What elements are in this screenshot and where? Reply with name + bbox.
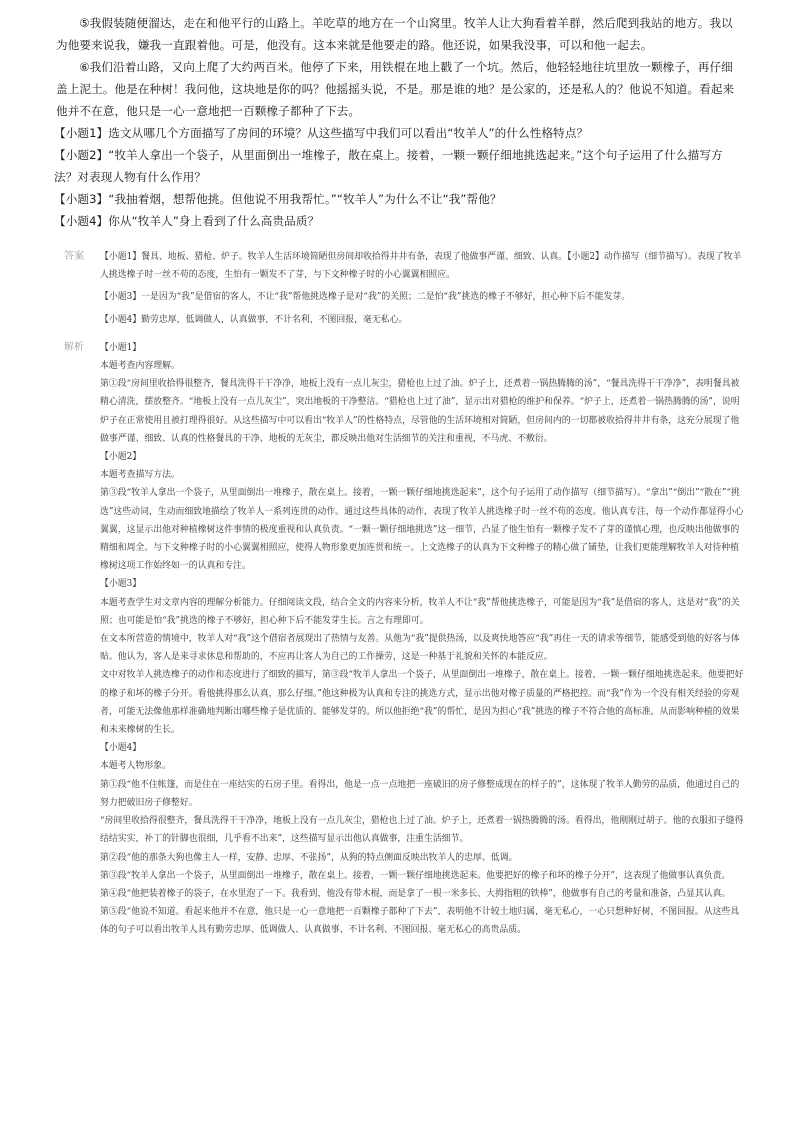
analysis-paragraph: 第②段“他的那条大狗也像主人一样，安静、忠厚、不张扬”，从狗的特点侧面反映出牧羊人的忠厚、低调。 — [100, 852, 518, 863]
analysis-topic-4: 本题考人物形象。 — [100, 761, 171, 772]
passage-paragraph-5: ⑤我假装随便溜达，走在和他平行的山路上。羊吃草的地方在一个山窝里。牧羊人让大狗看着羊群，然后爬到我站的地方。我以为他要来说我，嫌我一直跟着他。可是，他没有。这本来就是他要走的路。他还说，如果我没事，可以和他一起去。 — [56, 16, 733, 52]
analysis-topic-1: 本题考查内容理解。 — [100, 361, 180, 372]
analysis-topic-2: 本题考查描写方法。 — [100, 470, 180, 481]
analysis-heading-1: 【小题1】 — [100, 342, 142, 353]
analysis-paragraph: 在文本所营造的情境中，牧羊人对“我”这个借宿者展现出了热情与友善。从他为“我”提供热汤，以及爽快地答应“我”再住一天的请求等细节，能感受到他的好客与体贴。他认为，客人是来寻求休息和帮助的，不应再让客人为自己的工作操劳，这是一种基于礼貌和关怀的本能反应。 — [100, 634, 740, 663]
answer-line-3: 【小题3】一是因为“我”是借宿的客人，不让“我”帮他挑选橡子是对“我”的关照；二是怕“我”挑选的橡子不够好，担心种下后不能发芽。 — [100, 292, 631, 303]
analysis-section — [56, 339, 744, 940]
analysis-paragraph: 第③段“牧羊人拿出一个袋子，从里面倒出一堆橡子，散在桌上。接着，一颗一颗仔细地挑选起来。他要把好的橡子和坏的橡子分开”，这表现了他做事认真负责。 — [100, 870, 731, 881]
analysis-heading-2: 【小题2】 — [100, 452, 142, 463]
analysis-label: 解析 — [64, 341, 84, 353]
answer-section — [56, 248, 744, 329]
analysis-paragraph: 第⑤段“他说不知道。看起来他并不在意，他只是一心一意地把一百颗橡子都种了下去”，表明他不计较土地归属，毫无私心，一心只想种好树，不图回报。从这些具体的句子可以看出牧羊人具有勤劳忠厚、低调做人、认真做事、不计名利、不图回报、毫无私心的高贵品质。 — [100, 907, 740, 936]
analysis-paragraph: 第④段“他把装着橡子的袋子，在水里泡了一下。我看到，他没有带木棍，而是拿了一根一米多长、大拇指粗的铁棒”，他做事有自己的考量和准备，凸显其认真。 — [100, 888, 731, 899]
analysis-paragraph: 文中对牧羊人挑选橡子的动作和态度进行了细致的描写，第③段“牧羊人拿出一个袋子，从里面倒出一堆橡子，散在桌上。接着，一颗一颗仔细地挑选起来。他要把好的橡子和坏的橡子分开。看他挑得那么认真，那么仔细。”他这种极为认真和专注的挑选方式，显示出他对橡子质量的严格把控。而“我”作为一个没有相关经验的旁观者，可能无法像他那样准确地判断出哪些橡子是优质的、能够发芽的。所以他拒绝“我”的帮忙，是因为担心“我”挑选的橡子不符合他的高标准，从而影响种植的效果和未来橡树的生长。 — [100, 670, 744, 736]
analysis-paragraph: 第①段“他不住帐篷，而是住在一座结实的石房子里。看得出，他是一点一点地把一座破旧的房子修整成现在的样子的”，这体现了牧羊人勤劳的品质，他通过自己的努力把破旧房子修整好。 — [100, 779, 740, 808]
answer-content — [100, 248, 744, 329]
analysis-paragraph: “房间里收拾得很整齐，餐具洗得干干净净，地板上没有一点儿灰尘，猎枪也上过了油。炉子上，还煮着一锅热腾腾的汤。看得出，他刚刚过胡子。他的衣服扣子缝得结结实实，补丁的针脚也很细，几乎看不出来”，这些描写显示出他认真做事，注重生活细节。 — [100, 816, 744, 845]
analysis-content — [100, 339, 744, 940]
answer-label: 答案 — [64, 251, 84, 262]
question-1: 【小题1】选文从哪几个方面描写了房间的环境？从这些描写中我们可以看出“牧羊人”的什么性格特点？ — [54, 126, 589, 140]
passage-paragraph-6: ⑥我们沿着山路，又向上爬了大约两百米。他停了下来，用铁棍在地上戳了一个坑。然后，他轻轻地往坑里放一颗橡子，再仔细盖上泥土。他是在种树！我问他，这块地是你的吗？他摇摇头说，不是。那是谁的地？是公家的，还是私人的？他说不知道。看起来他并不在意，他只是一心一意地把一百颗橡子都种了下去。 — [56, 60, 735, 118]
analysis-heading-3: 【小题3】 — [100, 579, 142, 590]
answer-line-4: 【小题4】勤劳忠厚，低调做人，认真做事，不计名利，不图回报，毫无私心。 — [100, 314, 408, 325]
answer-line-1-2: 【小题1】餐具、地板、猎枪、炉子。牧羊人生活环境简陋但房间却收拾得井井有条，表现了他做事严谨、细致、认真。【小题2】动作描写（细节描写）。表现了牧羊人挑选橡子时一丝不苟的态度，生怕有一颗发不了芽，与下文种橡子时的小心翼翼相照应。 — [100, 252, 742, 281]
analysis-paragraph: 本题考查学生对文章内容的理解分析能力。仔细阅读文段，结合全文的内容来分析，牧羊人不让“我”帮他挑选橡子，可能是因为“我”是借宿的客人，这是对“我”的关照；也可能是怕“我”挑选的橡子不够好，担心种下后不能发芽生长。言之有理即可。 — [100, 597, 740, 626]
question-2: 【小题2】“牧羊人拿出一个袋子，从里面倒出一堆橡子，散在桌上。接着，一颗一颗仔细地挑选起来。”这个句子运用了什么描写方法？对表现人物有什么作用？ — [54, 148, 723, 184]
question-4: 【小题4】你从“牧羊人”身上看到了什么高贵品质？ — [54, 214, 320, 228]
analysis-paragraph: 第①段“房间里收拾得很整齐，餐具洗得干干净净，地板上没有一点儿灰尘，猎枪也上过了油。炉子上，还煮着一锅热腾腾的汤”，“餐具洗得干干净净”，表明餐具被精心清洗，摆放整齐。“地板上没有一点儿灰尘”，突出地板的干净整洁。“猎枪也上过了油”，显示出对猎枪的维护和保养。“炉子上，还煮着一锅热腾腾的汤”，说明炉子在正常使用且被打理得很好。从这些描写中可以看出“牧羊人”的性格特点，尽管他的生活环境相对简陋，但房间内的一切都被收拾得井井有条，这充分展现了他做事严谨、细致、认真的性格餐具的干净、地板的无灰尘，都反映出他对生活细节的关注和重视，不马虎、不敷衍。 — [100, 379, 740, 444]
analysis-heading-4: 【小题4】 — [100, 743, 142, 754]
analysis-paragraph: 第③段“牧羊人拿出一个袋子，从里面倒出一堆橡子，散在桌上。接着，一颗一颗仔细地挑选起来”，这个句子运用了动作描写（细节描写）。“拿出”“倒出”“散在”“挑选”这些动词，生动而细致地描绘了牧羊人一系列连贯的动作。通过这些具体的动作，表现了牧羊人挑选橡子时一丝不苟的态度。他认真专注，每一个动作都显得小心翼翼，这显示出他对种植橡树这件事情的极度重视和认真负责。“一颗一颗仔细地挑选”这一细节，凸显了他生怕有一颗橡子发不了芽的谨慎心理，也反映出他做事的精细和周全。与下文种橡子时的小心翼翼相照应，使得人物形象更加连贯和统一。上文选橡子的认真为下文种橡子的精心做了铺垫，让我们更能理解牧羊人对待种植橡树这项工作始终如一的认真和专注。 — [100, 488, 744, 572]
question-3: 【小题3】“我抽着烟，想帮他挑。但他说不用我帮忙。”“牧羊人”为什么不让“我”帮他？ — [54, 192, 502, 206]
